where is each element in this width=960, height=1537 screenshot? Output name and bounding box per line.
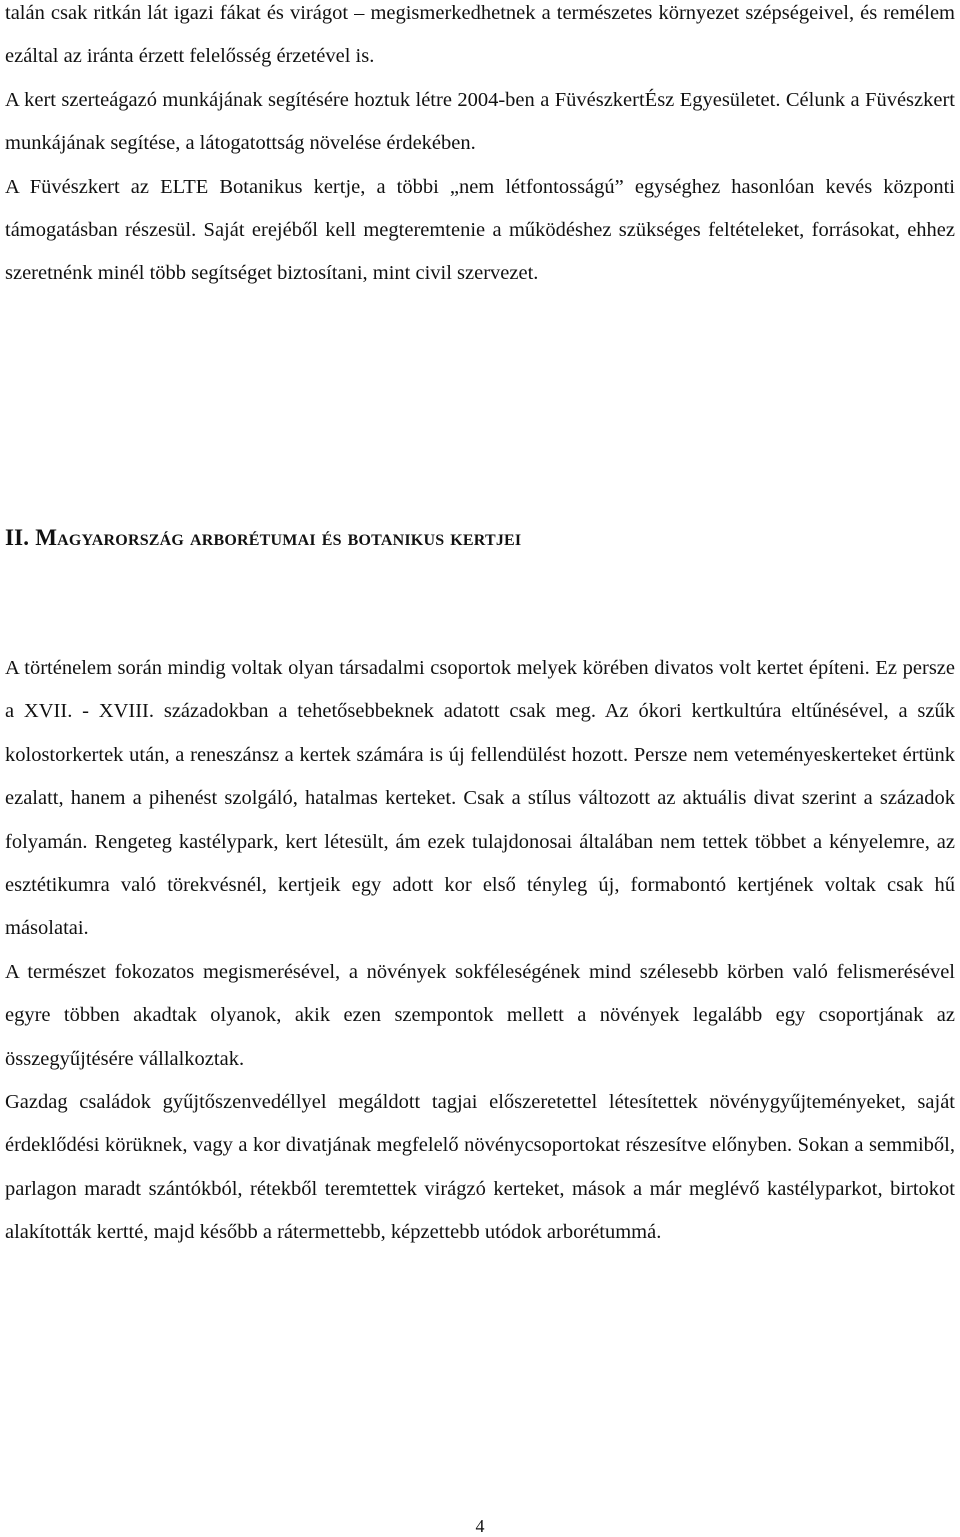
section-paragraph-2: A természet fokozatos megismerésével, a növények sokféleségének mind szélesebb körben való felismerésével egyre többen akadtak olyanok, akik ezen szempontok mellett a növények legalább egy csoportjának az összegyűjtésére vállalkoztak. [5, 960, 955, 1070]
intro-paragraph-3: A Füvészkert az ELTE Botanikus kertje, a többi „nem létfontosságú” egységhez hasonlóan kevés központi támogatásban részesül. Saját erejéből kell megteremtenie a működéshez szükséges feltételeket, forrásokat, ehhez szeretnénk minél több segítséget biztosítani, mint civil szervezet. [5, 175, 955, 285]
intro-text-block [5, 0, 955, 296]
section-heading: II. Magyarország arborétumai és botanikus kertjei [5, 525, 522, 550]
section-text-block [5, 647, 955, 1255]
page-number: 4 [475, 1516, 485, 1536]
section-paragraph-3: Gazdag családok gyűjtőszenvedéllyel megáldott tagjai előszeretettel létesítettek növénygyűjteményeket, saját érdeklődési körüknek, vagy a kor divatjának megfelelő növénycsoportokat részesítve előnyben. Sokan a semmiből, parlagon maradt szántókból, rétekből teremtettek virágzó kerteket, mások a már meglévő kastélyparkot, birtokot alakították kertté, majd később a rátermettebb, képzettebb utódok arborétummá. [5, 1091, 955, 1244]
intro-paragraph-2: A kert szerteágazó munkájának segítésére hoztuk létre 2004-ben a FüvészkertÉsz Egyesületet. Célunk a Füvészkert munkájának segítése, a látogatottság növelése érdekében. [5, 88, 955, 155]
intro-paragraph-1: talán csak ritkán lát igazi fákat és virágot – megismerkedhetnek a természetes környezet szépségeivel, és remélem ezáltal az iránta érzett felelősség érzetével is. [5, 2, 955, 68]
section-paragraph-1: A történelem során mindig voltak olyan társadalmi csoportok melyek körében divatos volt kertet építeni. Ez persze a XVII. - XVIII. századokban a tehetősebbeknek adatott csak meg. Az ókori kertkultúra eltűnésével, a szűk kolostorkertek után, a reneszánsz a kertek számára is új fellendülést hozott. Persze nem veteményeskerteket értünk ezalatt, hanem a pihenést szolgáló, hatalmas kerteket. Csak a stílus változott az aktuális divat szerint a századok folyamán. Rengeteg kastélypark, kert létesült, ám ezek tulajdonosai általában nem tettek többet a kényelemre, az esztétikumra való törekvésnél, kertjeik egy adott kor első tényleg új, formabontó kertjének voltak csak hű másolatai. [5, 657, 955, 940]
